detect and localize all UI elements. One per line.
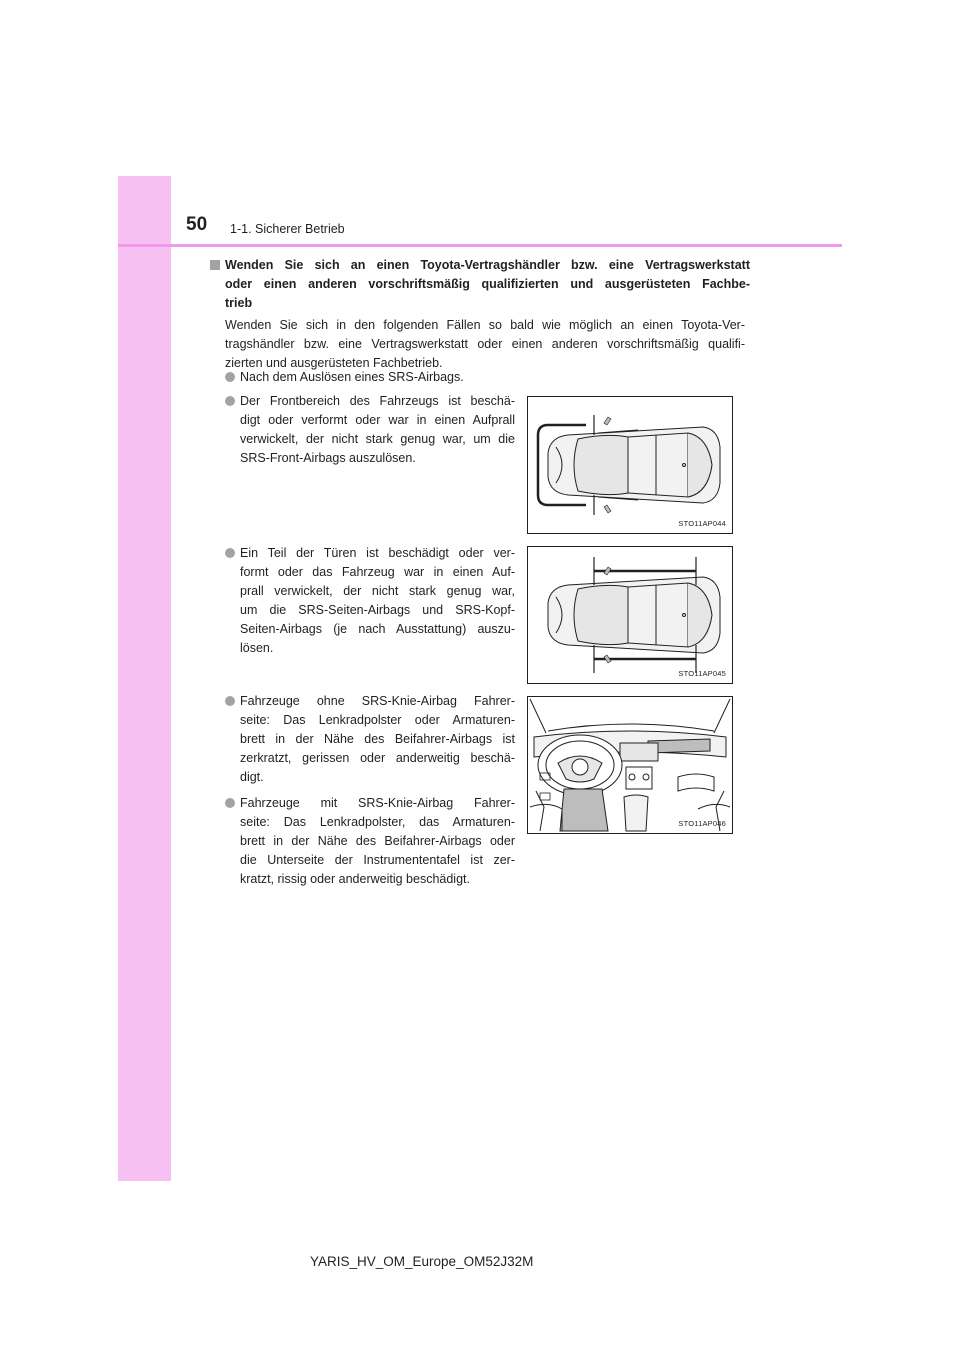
bullet-line: prall verwickelt, der nicht stark genug war,: [240, 584, 515, 598]
bullet-dot-icon: [225, 696, 235, 706]
bullet-line: Seiten-Airbags (je nach Ausstattung) auszu-: [240, 622, 515, 636]
bullet-item: [225, 368, 525, 387]
heading-line: Wenden Sie sich an einen Toyota-Vertragshändler bzw. eine Vertragswerkstatt: [225, 258, 750, 272]
heading-line: trieb: [225, 296, 253, 310]
bullet-line: die Unterseite der Instrumententafel ist zer-: [240, 853, 515, 867]
figure-code: STO11AP045: [678, 669, 726, 678]
figure-side-impact: [527, 546, 733, 684]
heading-line: oder einen anderen vorschriftsmäßig qualifizierten und ausgerüsteten Fachbe-: [225, 277, 750, 291]
bullet-line: lösen.: [240, 641, 274, 655]
bullet-item: [225, 544, 515, 658]
bullet-line: verwickelt, der nicht stark genug war, um die: [240, 432, 515, 446]
bullet-dot-icon: [225, 548, 235, 558]
bullet-line: SRS-Front-Airbags auszulösen.: [240, 451, 416, 465]
bullet-item: [225, 692, 515, 787]
figure-code: STO11AP046: [678, 819, 726, 828]
bullet-line: um die SRS-Seiten-Airbags und SRS-Kopf-: [240, 603, 515, 617]
intro-line: Wenden Sie sich in den folgenden Fällen so bald wie möglich an einen Toyota-Ver-: [225, 318, 745, 332]
bullet-line: seite: Das Lenkradpolster, das Armaturen-: [240, 815, 515, 829]
bullet-line: digt oder verformt oder war in einen Aufprall: [240, 413, 515, 427]
bullet-line: Ein Teil der Türen ist beschädigt oder ver-: [240, 546, 515, 560]
dashboard-illustration: [528, 697, 732, 833]
bullet-line: Fahrzeuge mit SRS-Knie-Airbag Fahrer-: [240, 796, 515, 810]
header-rule: [118, 244, 842, 247]
bullet-dot-icon: [225, 396, 235, 406]
bullet-item: [225, 794, 515, 889]
intro-line: tragshändler bzw. eine Vertragswerkstatt oder einen anderen vorschriftsmäßig qualifi-: [225, 337, 745, 351]
bullet-dot-icon: [225, 798, 235, 808]
bullet-line: seite: Das Lenkradpolster oder Armaturen-: [240, 713, 515, 727]
bullet-line: digt.: [240, 770, 264, 784]
bullet-line: Der Frontbereich des Fahrzeugs ist beschä-: [240, 394, 515, 408]
bullet-line: brett in der Nähe des Beifahrer-Airbags oder: [240, 834, 515, 848]
intro-line: zierten und ausgerüsteten Fachbetrieb.: [225, 356, 443, 370]
bullet-item: [225, 392, 515, 468]
figure-dashboard: [527, 696, 733, 834]
car-top-view-side-illustration: [528, 547, 732, 683]
bullet-line: zerkratzt, gerissen oder anderweitig beschä-: [240, 751, 515, 765]
page-number: 50: [186, 214, 208, 235]
square-bullet-icon: [210, 260, 220, 270]
figure-front-impact: [527, 396, 733, 534]
document-footer: YARIS_HV_OM_Europe_OM52J32M: [310, 1254, 534, 1269]
bullet-line: brett in der Nähe des Beifahrer-Airbags ist: [240, 732, 515, 746]
intro-paragraph: [225, 316, 745, 373]
page-tab-sidebar: [118, 176, 171, 1181]
bullet-line: kratzt, rissig oder anderweitig beschädigt.: [240, 872, 470, 886]
section-title: 1-1. Sicherer Betrieb: [230, 222, 345, 236]
bullet-dot-icon: [225, 372, 235, 382]
bullet-line: Fahrzeuge ohne SRS-Knie-Airbag Fahrer-: [240, 694, 515, 708]
bullet-line: formt oder das Fahrzeug war in einen Auf-: [240, 565, 515, 579]
figure-code: STO11AP044: [678, 519, 726, 528]
section-heading: [210, 256, 750, 313]
car-top-view-front-illustration: [528, 397, 732, 533]
bullet-line: Nach dem Auslösen eines SRS-Airbags.: [240, 370, 464, 384]
